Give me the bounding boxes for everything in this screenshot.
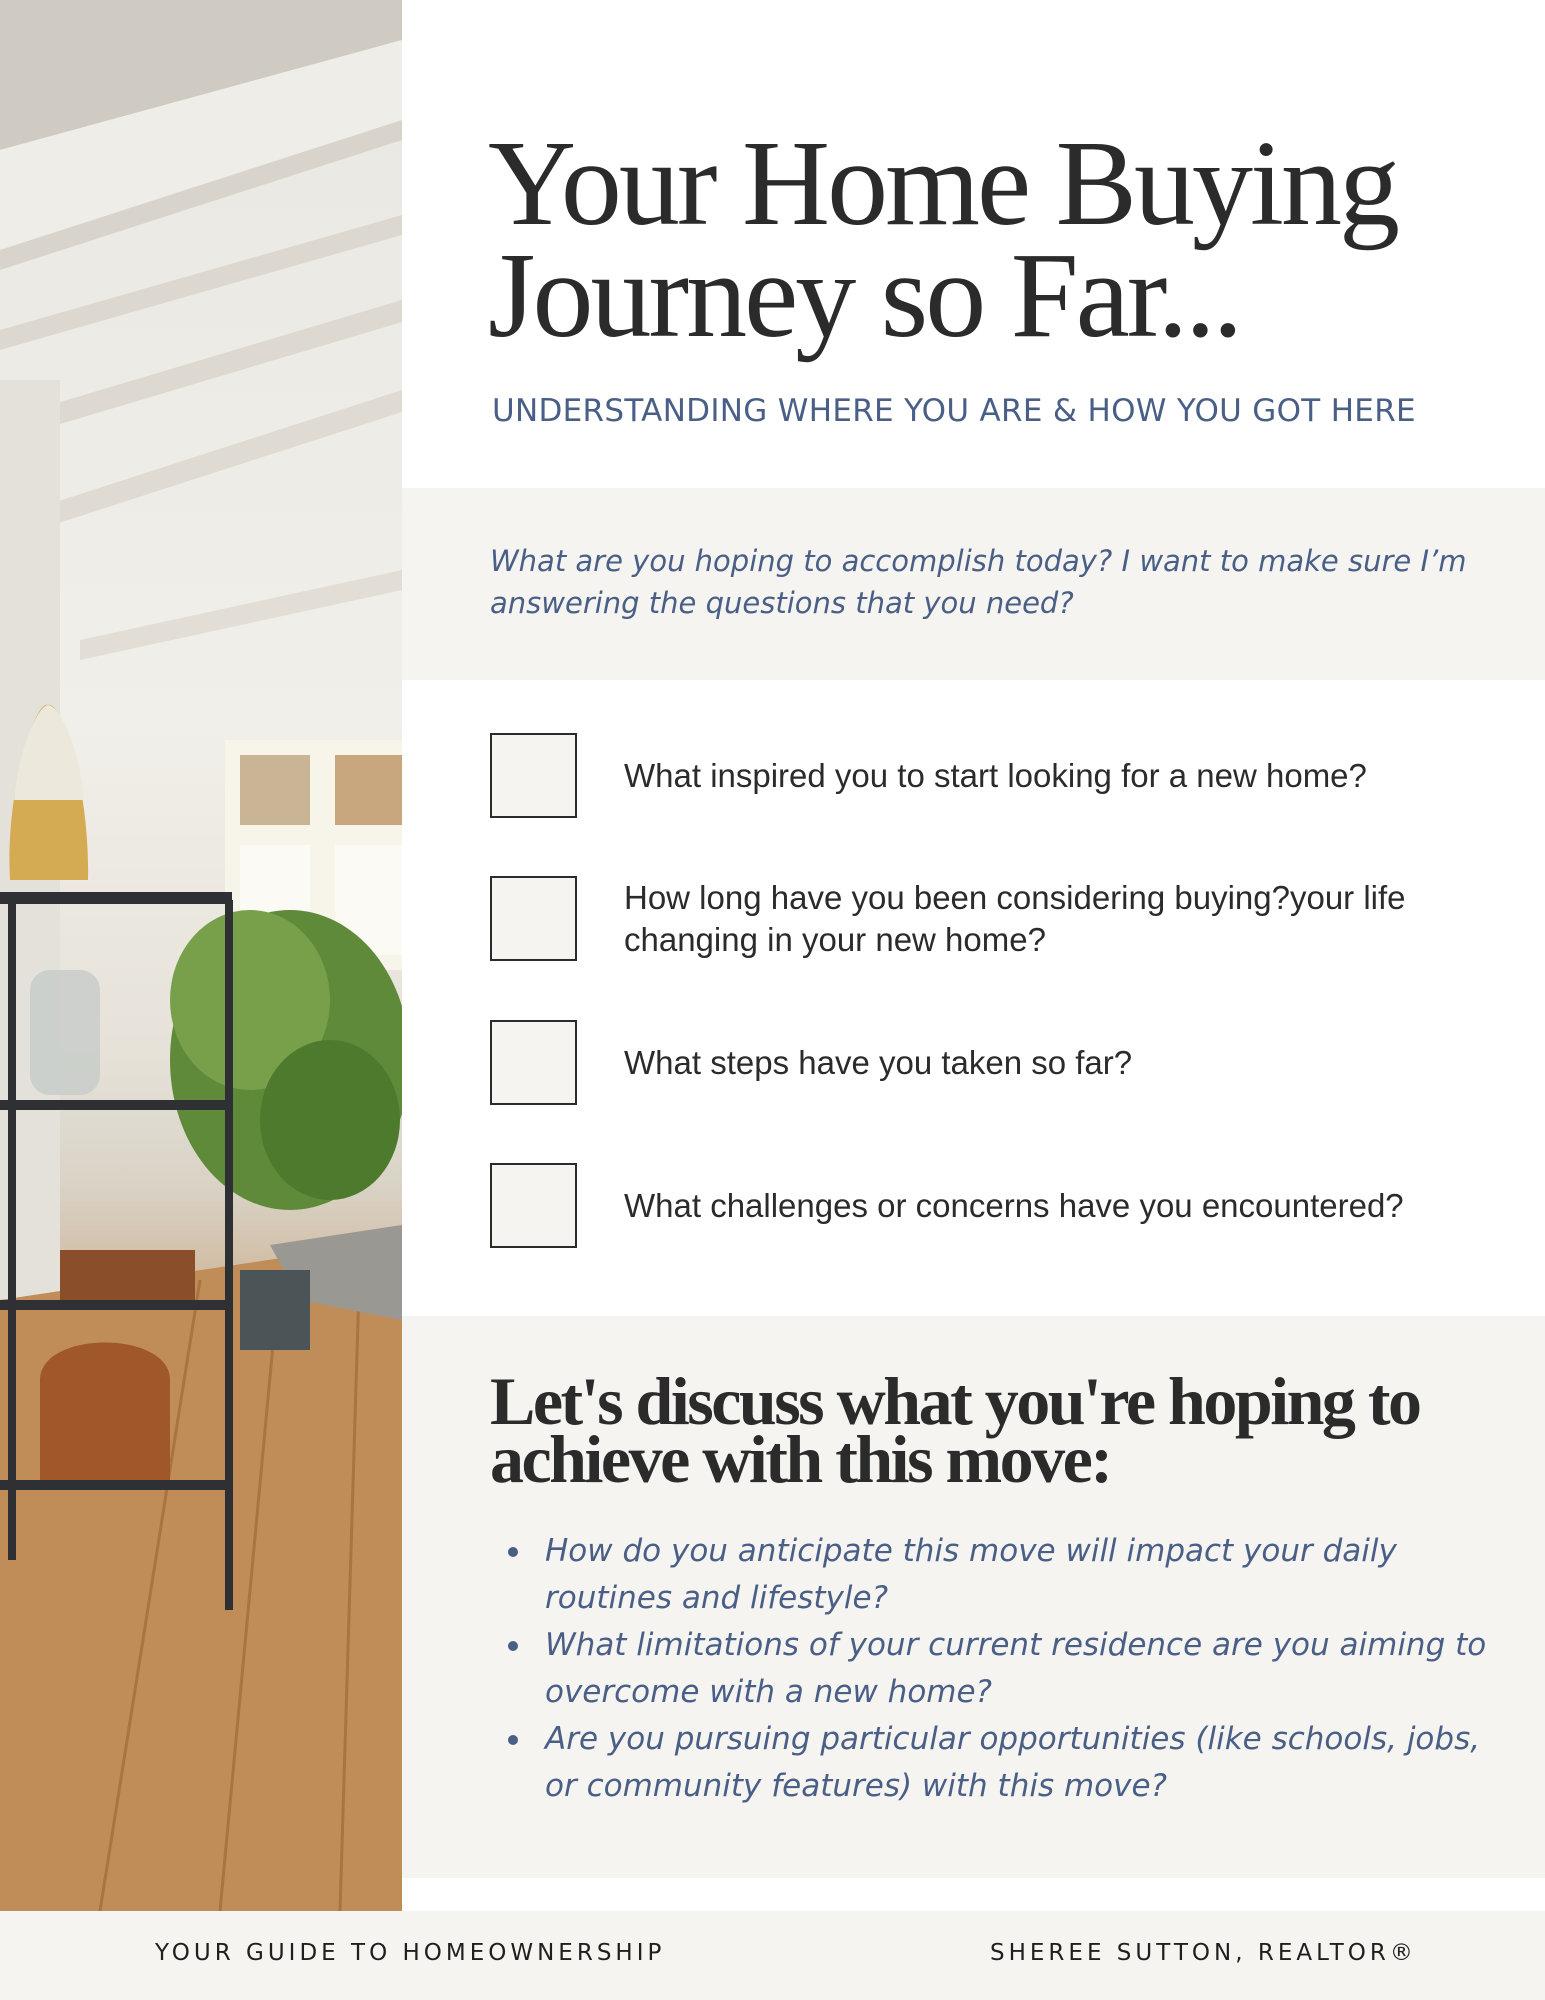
checklist-item	[488, 876, 1508, 966]
checklist-item	[488, 733, 1508, 823]
list-item: How do you anticipate this move will impact your daily routines and lifestyle?	[508, 1528, 1508, 1622]
page-subtitle: UNDERSTANDING WHERE YOU ARE & HOW YOU GOT HERE	[492, 393, 1416, 429]
list-item: What limitations of your current residence are you aiming to overcome with a new home?	[508, 1622, 1508, 1716]
interior-photo-illustration	[0, 0, 402, 1911]
discussion-list	[508, 1528, 1508, 1810]
checklist-label: What steps have you taken so far?	[624, 1043, 1133, 1081]
footer-guide-label: YOUR GUIDE TO HOMEOWNERSHIP	[155, 1940, 666, 1966]
checklist-label: What challenges or concerns have you encountered?	[624, 1186, 1404, 1224]
footer-realtor-name: SHEREE SUTTON, REALTOR®	[990, 1940, 1417, 1966]
checklist-item	[488, 1163, 1508, 1253]
discussion-heading: Let's discuss what you're hoping to achieve with this move:	[490, 1363, 1420, 1497]
checklist-label: What inspired you to start looking for a new home?	[624, 756, 1367, 794]
footer	[0, 1911, 1545, 2000]
page-title-line-2: Journey so Far...	[488, 228, 1241, 363]
checkbox[interactable]	[490, 876, 577, 961]
checkbox[interactable]	[490, 1163, 577, 1248]
page-title	[488, 116, 1518, 363]
interior-photo	[0, 0, 402, 1911]
list-item: Are you pursuing particular opportunities (like schools, jobs, or community features) with this move?	[508, 1716, 1508, 1810]
checklist-item	[488, 1020, 1508, 1110]
checkbox[interactable]	[490, 733, 577, 818]
intro-text: What are you hoping to accomplish today? I want to make sure I’m answering the questions that you need?	[490, 544, 1467, 620]
page-title-line-1: Your Home Buying	[488, 116, 1397, 251]
checklist-label: How long have you been considering buying?your life changing in your new home?	[624, 878, 1406, 958]
checkbox[interactable]	[490, 1020, 577, 1105]
